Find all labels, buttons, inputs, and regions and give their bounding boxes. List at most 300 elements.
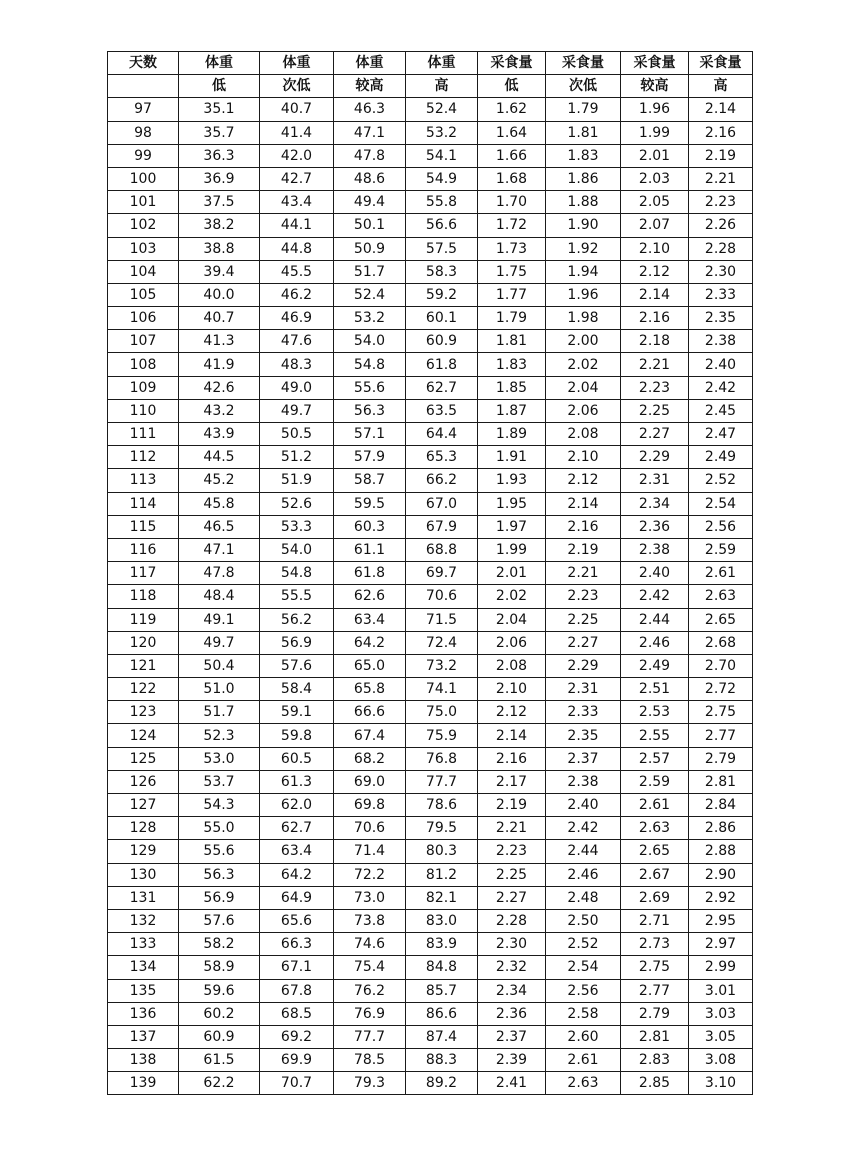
table-row bbox=[108, 562, 753, 585]
cell-weight-lower-mid: 44.8 bbox=[260, 237, 334, 260]
cell-feed-high: 2.19 bbox=[689, 144, 753, 167]
table-row bbox=[108, 399, 753, 422]
cell-feed-lower-mid: 2.14 bbox=[546, 492, 621, 515]
cell-days: 130 bbox=[108, 863, 179, 886]
cell-weight-high: 54.9 bbox=[406, 167, 478, 190]
table-row bbox=[108, 794, 753, 817]
cell-feed-higher: 2.42 bbox=[621, 585, 689, 608]
cell-feed-lower-mid: 2.40 bbox=[546, 794, 621, 817]
cell-weight-high: 77.7 bbox=[406, 770, 478, 793]
cell-weight-lower-mid: 46.9 bbox=[260, 307, 334, 330]
cell-days: 121 bbox=[108, 654, 179, 677]
cell-weight-lower-mid: 45.5 bbox=[260, 260, 334, 283]
table-row bbox=[108, 654, 753, 677]
cell-feed-lower-mid: 1.96 bbox=[546, 283, 621, 306]
table-row bbox=[108, 608, 753, 631]
table-row bbox=[108, 538, 753, 561]
cell-days: 119 bbox=[108, 608, 179, 631]
header-row-metric bbox=[108, 52, 753, 75]
cell-weight-higher: 61.8 bbox=[334, 562, 406, 585]
cell-weight-low: 体重 bbox=[179, 52, 260, 75]
cell-weight-low: 35.1 bbox=[179, 98, 260, 121]
cell-feed-high: 2.42 bbox=[689, 376, 753, 399]
table-row bbox=[108, 909, 753, 932]
cell-weight-low: 39.4 bbox=[179, 260, 260, 283]
cell-weight-higher: 60.3 bbox=[334, 515, 406, 538]
cell-feed-low: 2.19 bbox=[478, 794, 546, 817]
cell-feed-lower-mid: 2.16 bbox=[546, 515, 621, 538]
cell-feed-higher: 2.40 bbox=[621, 562, 689, 585]
cell-weight-lower-mid: 54.0 bbox=[260, 538, 334, 561]
cell-weight-lower-mid: 40.7 bbox=[260, 98, 334, 121]
cell-weight-low: 47.1 bbox=[179, 538, 260, 561]
cell-feed-low: 1.93 bbox=[478, 469, 546, 492]
cell-weight-lower-mid: 68.5 bbox=[260, 1002, 334, 1025]
cell-weight-high: 87.4 bbox=[406, 1025, 478, 1048]
cell-weight-low: 36.9 bbox=[179, 167, 260, 190]
cell-feed-lower-mid: 1.86 bbox=[546, 167, 621, 190]
cell-weight-high: 83.9 bbox=[406, 933, 478, 956]
cell-days: 139 bbox=[108, 1072, 179, 1095]
cell-weight-high: 68.8 bbox=[406, 538, 478, 561]
cell-weight-higher: 69.0 bbox=[334, 770, 406, 793]
cell-feed-low: 2.32 bbox=[478, 956, 546, 979]
cell-weight-low: 40.7 bbox=[179, 307, 260, 330]
cell-feed-higher: 2.73 bbox=[621, 933, 689, 956]
cell-feed-low: 2.08 bbox=[478, 654, 546, 677]
cell-days: 107 bbox=[108, 330, 179, 353]
cell-feed-lower-mid: 1.81 bbox=[546, 121, 621, 144]
cell-feed-lower-mid: 2.37 bbox=[546, 747, 621, 770]
cell-weight-high: 72.4 bbox=[406, 631, 478, 654]
cell-days: 103 bbox=[108, 237, 179, 260]
cell-weight-high: 高 bbox=[406, 75, 478, 98]
cell-feed-high: 2.70 bbox=[689, 654, 753, 677]
cell-days: 128 bbox=[108, 817, 179, 840]
table-row bbox=[108, 167, 753, 190]
cell-weight-lower-mid: 52.6 bbox=[260, 492, 334, 515]
cell-weight-low: 49.1 bbox=[179, 608, 260, 631]
cell-weight-lower-mid: 67.8 bbox=[260, 979, 334, 1002]
cell-feed-lower-mid: 2.12 bbox=[546, 469, 621, 492]
table-row bbox=[108, 515, 753, 538]
cell-feed-lower-mid: 1.83 bbox=[546, 144, 621, 167]
cell-weight-low: 47.8 bbox=[179, 562, 260, 585]
cell-feed-lower-mid: 2.54 bbox=[546, 956, 621, 979]
cell-feed-lower-mid: 2.08 bbox=[546, 423, 621, 446]
cell-feed-high: 2.26 bbox=[689, 214, 753, 237]
cell-weight-low: 43.9 bbox=[179, 423, 260, 446]
cell-days: 138 bbox=[108, 1049, 179, 1072]
cell-feed-lower-mid: 2.56 bbox=[546, 979, 621, 1002]
cell-weight-lower-mid: 59.8 bbox=[260, 724, 334, 747]
cell-feed-high: 3.01 bbox=[689, 979, 753, 1002]
cell-weight-high: 55.8 bbox=[406, 191, 478, 214]
cell-weight-higher: 68.2 bbox=[334, 747, 406, 770]
table-row bbox=[108, 701, 753, 724]
cell-days: 137 bbox=[108, 1025, 179, 1048]
cell-feed-higher: 2.12 bbox=[621, 260, 689, 283]
cell-feed-high: 2.68 bbox=[689, 631, 753, 654]
cell-feed-high: 采食量 bbox=[689, 52, 753, 75]
cell-weight-lower-mid: 次低 bbox=[260, 75, 334, 98]
cell-weight-low: 56.3 bbox=[179, 863, 260, 886]
cell-feed-higher: 2.05 bbox=[621, 191, 689, 214]
cell-weight-higher: 58.7 bbox=[334, 469, 406, 492]
cell-feed-lower-mid: 2.50 bbox=[546, 909, 621, 932]
cell-weight-lower-mid: 65.6 bbox=[260, 909, 334, 932]
cell-weight-lower-mid: 56.2 bbox=[260, 608, 334, 631]
cell-feed-high: 2.90 bbox=[689, 863, 753, 886]
cell-weight-lower-mid: 44.1 bbox=[260, 214, 334, 237]
cell-feed-higher: 2.29 bbox=[621, 446, 689, 469]
cell-weight-high: 84.8 bbox=[406, 956, 478, 979]
cell-days: 114 bbox=[108, 492, 179, 515]
cell-feed-higher: 2.61 bbox=[621, 794, 689, 817]
cell-feed-low: 2.34 bbox=[478, 979, 546, 1002]
cell-feed-high: 2.79 bbox=[689, 747, 753, 770]
cell-feed-higher: 2.85 bbox=[621, 1072, 689, 1095]
cell-feed-low: 2.21 bbox=[478, 817, 546, 840]
cell-feed-high: 2.84 bbox=[689, 794, 753, 817]
cell-feed-higher: 2.63 bbox=[621, 817, 689, 840]
cell-feed-higher: 采食量 bbox=[621, 52, 689, 75]
cell-weight-low: 55.0 bbox=[179, 817, 260, 840]
cell-weight-high: 67.9 bbox=[406, 515, 478, 538]
cell-weight-low: 50.4 bbox=[179, 654, 260, 677]
cell-feed-high: 2.47 bbox=[689, 423, 753, 446]
cell-weight-higher: 75.4 bbox=[334, 956, 406, 979]
cell-days: 122 bbox=[108, 678, 179, 701]
cell-feed-higher: 2.57 bbox=[621, 747, 689, 770]
cell-feed-high: 高 bbox=[689, 75, 753, 98]
cell-feed-higher: 2.59 bbox=[621, 770, 689, 793]
cell-weight-higher: 57.1 bbox=[334, 423, 406, 446]
cell-feed-lower-mid: 1.79 bbox=[546, 98, 621, 121]
cell-weight-low: 60.2 bbox=[179, 1002, 260, 1025]
cell-feed-high: 2.86 bbox=[689, 817, 753, 840]
cell-weight-high: 63.5 bbox=[406, 399, 478, 422]
cell-days: 106 bbox=[108, 307, 179, 330]
cell-weight-lower-mid: 66.3 bbox=[260, 933, 334, 956]
cell-weight-low: 45.8 bbox=[179, 492, 260, 515]
cell-feed-lower-mid: 2.23 bbox=[546, 585, 621, 608]
cell-weight-low: 43.2 bbox=[179, 399, 260, 422]
cell-feed-high: 2.30 bbox=[689, 260, 753, 283]
cell-weight-high: 56.6 bbox=[406, 214, 478, 237]
cell-weight-low: 58.2 bbox=[179, 933, 260, 956]
header-row-level bbox=[108, 75, 753, 98]
table-row bbox=[108, 376, 753, 399]
cell-feed-high: 3.03 bbox=[689, 1002, 753, 1025]
cell-weight-lower-mid: 58.4 bbox=[260, 678, 334, 701]
cell-feed-high: 2.92 bbox=[689, 886, 753, 909]
cell-feed-high: 2.49 bbox=[689, 446, 753, 469]
cell-feed-higher: 2.46 bbox=[621, 631, 689, 654]
cell-days: 108 bbox=[108, 353, 179, 376]
cell-weight-lower-mid: 60.5 bbox=[260, 747, 334, 770]
cell-weight-lower-mid: 体重 bbox=[260, 52, 334, 75]
cell-feed-lower-mid: 采食量 bbox=[546, 52, 621, 75]
cell-weight-lower-mid: 42.7 bbox=[260, 167, 334, 190]
cell-weight-high: 74.1 bbox=[406, 678, 478, 701]
cell-feed-lower-mid: 2.21 bbox=[546, 562, 621, 585]
cell-feed-low: 2.06 bbox=[478, 631, 546, 654]
cell-weight-low: 45.2 bbox=[179, 469, 260, 492]
cell-weight-higher: 54.8 bbox=[334, 353, 406, 376]
cell-feed-low: 1.87 bbox=[478, 399, 546, 422]
cell-weight-lower-mid: 50.5 bbox=[260, 423, 334, 446]
cell-weight-lower-mid: 48.3 bbox=[260, 353, 334, 376]
cell-weight-higher: 72.2 bbox=[334, 863, 406, 886]
cell-weight-high: 53.2 bbox=[406, 121, 478, 144]
cell-feed-high: 2.54 bbox=[689, 492, 753, 515]
cell-feed-high: 2.45 bbox=[689, 399, 753, 422]
cell-weight-high: 79.5 bbox=[406, 817, 478, 840]
cell-feed-lower-mid: 2.10 bbox=[546, 446, 621, 469]
cell-weight-lower-mid: 67.1 bbox=[260, 956, 334, 979]
cell-feed-lower-mid: 1.90 bbox=[546, 214, 621, 237]
cell-weight-high: 52.4 bbox=[406, 98, 478, 121]
cell-weight-lower-mid: 69.9 bbox=[260, 1049, 334, 1072]
table-row bbox=[108, 840, 753, 863]
cell-weight-higher: 73.8 bbox=[334, 909, 406, 932]
cell-days: 109 bbox=[108, 376, 179, 399]
table-row bbox=[108, 353, 753, 376]
cell-feed-higher: 2.34 bbox=[621, 492, 689, 515]
cell-feed-higher: 2.75 bbox=[621, 956, 689, 979]
cell-weight-high: 69.7 bbox=[406, 562, 478, 585]
cell-feed-high: 2.56 bbox=[689, 515, 753, 538]
cell-feed-higher: 2.21 bbox=[621, 353, 689, 376]
cell-feed-lower-mid: 2.19 bbox=[546, 538, 621, 561]
cell-feed-high: 2.97 bbox=[689, 933, 753, 956]
cell-weight-low: 35.7 bbox=[179, 121, 260, 144]
cell-feed-high: 2.59 bbox=[689, 538, 753, 561]
cell-weight-higher: 71.4 bbox=[334, 840, 406, 863]
cell-weight-higher: 47.8 bbox=[334, 144, 406, 167]
cell-feed-higher: 2.03 bbox=[621, 167, 689, 190]
cell-days bbox=[108, 75, 179, 98]
cell-weight-low: 55.6 bbox=[179, 840, 260, 863]
table-row bbox=[108, 863, 753, 886]
cell-weight-high: 60.1 bbox=[406, 307, 478, 330]
data-table-container bbox=[107, 51, 752, 1095]
cell-feed-low: 1.81 bbox=[478, 330, 546, 353]
cell-feed-higher: 2.44 bbox=[621, 608, 689, 631]
cell-feed-lower-mid: 2.35 bbox=[546, 724, 621, 747]
cell-days: 115 bbox=[108, 515, 179, 538]
cell-feed-high: 2.65 bbox=[689, 608, 753, 631]
cell-weight-higher: 66.6 bbox=[334, 701, 406, 724]
table-row bbox=[108, 214, 753, 237]
cell-weight-lower-mid: 47.6 bbox=[260, 330, 334, 353]
cell-feed-low: 2.16 bbox=[478, 747, 546, 770]
cell-weight-lower-mid: 51.9 bbox=[260, 469, 334, 492]
cell-feed-low: 1.66 bbox=[478, 144, 546, 167]
cell-weight-high: 85.7 bbox=[406, 979, 478, 1002]
cell-weight-lower-mid: 51.2 bbox=[260, 446, 334, 469]
cell-weight-high: 82.1 bbox=[406, 886, 478, 909]
cell-feed-low: 2.36 bbox=[478, 1002, 546, 1025]
cell-feed-low: 2.17 bbox=[478, 770, 546, 793]
cell-feed-low: 2.25 bbox=[478, 863, 546, 886]
cell-weight-higher: 47.1 bbox=[334, 121, 406, 144]
cell-weight-higher: 61.1 bbox=[334, 538, 406, 561]
cell-feed-low: 1.68 bbox=[478, 167, 546, 190]
cell-weight-higher: 77.7 bbox=[334, 1025, 406, 1048]
cell-weight-higher: 73.0 bbox=[334, 886, 406, 909]
cell-feed-high: 2.40 bbox=[689, 353, 753, 376]
cell-days: 123 bbox=[108, 701, 179, 724]
cell-weight-higher: 46.3 bbox=[334, 98, 406, 121]
cell-feed-lower-mid: 1.94 bbox=[546, 260, 621, 283]
cell-feed-high: 3.08 bbox=[689, 1049, 753, 1072]
cell-feed-high: 2.38 bbox=[689, 330, 753, 353]
cell-feed-low: 1.79 bbox=[478, 307, 546, 330]
table-row bbox=[108, 886, 753, 909]
cell-feed-higher: 2.65 bbox=[621, 840, 689, 863]
cell-weight-higher: 65.0 bbox=[334, 654, 406, 677]
cell-weight-low: 49.7 bbox=[179, 631, 260, 654]
cell-weight-high: 81.2 bbox=[406, 863, 478, 886]
cell-feed-lower-mid: 2.06 bbox=[546, 399, 621, 422]
cell-feed-low: 2.41 bbox=[478, 1072, 546, 1095]
cell-feed-low: 2.39 bbox=[478, 1049, 546, 1072]
cell-weight-lower-mid: 49.0 bbox=[260, 376, 334, 399]
table-row bbox=[108, 446, 753, 469]
cell-weight-lower-mid: 49.7 bbox=[260, 399, 334, 422]
cell-feed-higher: 1.99 bbox=[621, 121, 689, 144]
cell-feed-higher: 2.55 bbox=[621, 724, 689, 747]
cell-feed-high: 2.21 bbox=[689, 167, 753, 190]
cell-weight-low: 51.0 bbox=[179, 678, 260, 701]
cell-feed-lower-mid: 2.27 bbox=[546, 631, 621, 654]
cell-weight-low: 41.9 bbox=[179, 353, 260, 376]
cell-weight-higher: 74.6 bbox=[334, 933, 406, 956]
table-row bbox=[108, 191, 753, 214]
cell-feed-high: 2.75 bbox=[689, 701, 753, 724]
cell-feed-high: 2.23 bbox=[689, 191, 753, 214]
cell-weight-higher: 48.6 bbox=[334, 167, 406, 190]
cell-feed-low: 2.01 bbox=[478, 562, 546, 585]
cell-weight-lower-mid: 57.6 bbox=[260, 654, 334, 677]
cell-weight-high: 75.0 bbox=[406, 701, 478, 724]
table-row bbox=[108, 283, 753, 306]
table-row bbox=[108, 1025, 753, 1048]
cell-weight-low: 38.8 bbox=[179, 237, 260, 260]
cell-days: 127 bbox=[108, 794, 179, 817]
cell-feed-lower-mid: 2.31 bbox=[546, 678, 621, 701]
cell-weight-low: 60.9 bbox=[179, 1025, 260, 1048]
cell-weight-lower-mid: 63.4 bbox=[260, 840, 334, 863]
cell-feed-low: 1.73 bbox=[478, 237, 546, 260]
cell-weight-high: 75.9 bbox=[406, 724, 478, 747]
cell-weight-low: 37.5 bbox=[179, 191, 260, 214]
cell-feed-lower-mid: 2.00 bbox=[546, 330, 621, 353]
cell-feed-low: 2.14 bbox=[478, 724, 546, 747]
cell-weight-low: 52.3 bbox=[179, 724, 260, 747]
cell-weight-high: 57.5 bbox=[406, 237, 478, 260]
cell-feed-low: 1.85 bbox=[478, 376, 546, 399]
cell-weight-lower-mid: 56.9 bbox=[260, 631, 334, 654]
cell-weight-low: 51.7 bbox=[179, 701, 260, 724]
cell-days: 98 bbox=[108, 121, 179, 144]
cell-feed-high: 2.35 bbox=[689, 307, 753, 330]
cell-feed-high: 2.52 bbox=[689, 469, 753, 492]
cell-feed-higher: 2.23 bbox=[621, 376, 689, 399]
cell-feed-high: 2.14 bbox=[689, 98, 753, 121]
cell-weight-high: 体重 bbox=[406, 52, 478, 75]
cell-weight-low: 46.5 bbox=[179, 515, 260, 538]
cell-weight-low: 59.6 bbox=[179, 979, 260, 1002]
cell-weight-low: 36.3 bbox=[179, 144, 260, 167]
cell-feed-low: 1.95 bbox=[478, 492, 546, 515]
cell-weight-higher: 70.6 bbox=[334, 817, 406, 840]
cell-feed-lower-mid: 1.92 bbox=[546, 237, 621, 260]
cell-weight-high: 83.0 bbox=[406, 909, 478, 932]
cell-feed-high: 3.10 bbox=[689, 1072, 753, 1095]
table-row bbox=[108, 956, 753, 979]
cell-feed-higher: 2.38 bbox=[621, 538, 689, 561]
cell-feed-low: 2.27 bbox=[478, 886, 546, 909]
cell-feed-higher: 较高 bbox=[621, 75, 689, 98]
cell-feed-low: 2.02 bbox=[478, 585, 546, 608]
cell-weight-higher: 62.6 bbox=[334, 585, 406, 608]
cell-feed-lower-mid: 次低 bbox=[546, 75, 621, 98]
cell-feed-high: 2.63 bbox=[689, 585, 753, 608]
cell-feed-low: 1.64 bbox=[478, 121, 546, 144]
cell-days: 99 bbox=[108, 144, 179, 167]
cell-feed-low: 1.83 bbox=[478, 353, 546, 376]
cell-weight-low: 56.9 bbox=[179, 886, 260, 909]
cell-weight-high: 67.0 bbox=[406, 492, 478, 515]
cell-feed-high: 2.88 bbox=[689, 840, 753, 863]
cell-days: 111 bbox=[108, 423, 179, 446]
table-row bbox=[108, 492, 753, 515]
cell-weight-lower-mid: 43.4 bbox=[260, 191, 334, 214]
cell-feed-higher: 2.81 bbox=[621, 1025, 689, 1048]
cell-weight-high: 76.8 bbox=[406, 747, 478, 770]
cell-weight-lower-mid: 70.7 bbox=[260, 1072, 334, 1095]
cell-feed-low: 1.75 bbox=[478, 260, 546, 283]
table-body bbox=[108, 52, 753, 1095]
table-row bbox=[108, 469, 753, 492]
cell-weight-higher: 体重 bbox=[334, 52, 406, 75]
cell-weight-high: 88.3 bbox=[406, 1049, 478, 1072]
growth-feed-table bbox=[107, 51, 753, 1095]
table-row bbox=[108, 330, 753, 353]
cell-feed-higher: 2.18 bbox=[621, 330, 689, 353]
cell-feed-high: 2.33 bbox=[689, 283, 753, 306]
cell-feed-low: 1.91 bbox=[478, 446, 546, 469]
cell-weight-lower-mid: 62.7 bbox=[260, 817, 334, 840]
cell-weight-low: 62.2 bbox=[179, 1072, 260, 1095]
cell-feed-high: 2.16 bbox=[689, 121, 753, 144]
cell-feed-lower-mid: 1.88 bbox=[546, 191, 621, 214]
cell-weight-higher: 69.8 bbox=[334, 794, 406, 817]
cell-weight-low: 41.3 bbox=[179, 330, 260, 353]
cell-weight-higher: 50.1 bbox=[334, 214, 406, 237]
cell-feed-high: 2.61 bbox=[689, 562, 753, 585]
table-row bbox=[108, 260, 753, 283]
cell-feed-higher: 2.83 bbox=[621, 1049, 689, 1072]
cell-feed-higher: 2.25 bbox=[621, 399, 689, 422]
cell-days: 97 bbox=[108, 98, 179, 121]
cell-weight-high: 62.7 bbox=[406, 376, 478, 399]
cell-weight-higher: 54.0 bbox=[334, 330, 406, 353]
cell-feed-higher: 2.71 bbox=[621, 909, 689, 932]
